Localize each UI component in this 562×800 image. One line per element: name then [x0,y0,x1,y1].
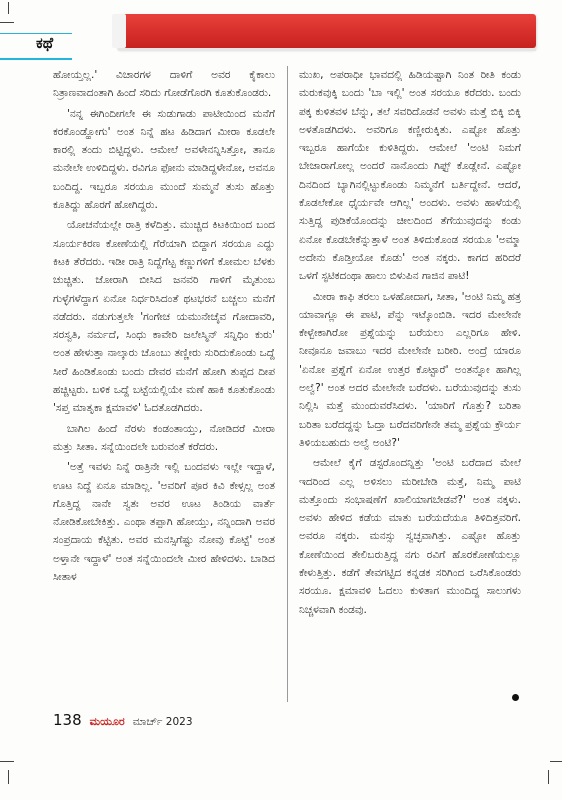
section-label: ಕಥೆ [36,34,54,52]
paragraph: ಬಾಗಿಲ ಹಿಂದೆ ನೆರಳು ಕಂಡಂತಾಯ್ತು, ನೋಡಿದರೆ ಮೀರಾ ಮತ್ತು ಸೀತಾ. ಸನ್ನೆಯಿಂದಲೇ ಬರುವಂತೆ ಕರೆದರು. [53,422,275,453]
crop-mark [548,770,549,784]
magazine-name: ಮಯೂರ [89,715,125,728]
crop-mark [8,770,9,784]
paragraph: ಮುಖ, ಅಪರಾಧೀ ಭಾವದಲ್ಲಿ ಹಿಡಿಯಷ್ಟಾಗಿ ನಿಂತ ರೀತಿ ಕಂಡು ಮರುಕವುಕ್ಕಿ ಬಂದು 'ಬಾ ಇಲ್ಲಿ' ಅಂತ ಸರಯೂ ಕರೆದರು. ಬಂದು ಪಕ್ಕ ಕುಳಿತವಳ ಬೆನ್ನು, ತಲೆ ಸವರಿದೊಡನೆ ಅವಳು ಮತ್ತೆ ಬಿಕ್ಕಿ ಬಿಕ್ಕಿ ಅಳತೊಡಗಿದಳು. ಅವರಿಗೂ ಕಣ್ಣೀರುಕ್ಕಿತು. ಎಷ್ಟೋ ಹೊತ್ತು ಇಬ್ಬರೂ ಹಾಗೆಯೇ ಕುಳಿತಿದ್ದರು. ಆಮೇಲೆ 'ಅಂಟಿ ನಿಮಗೆ ಬೇಜಾರಾಗೋಲ್ಲ ಅಂದರೆ ನಾನೊಂದು ಗಿಫ್ಟ್ ಕೊಡ್ಲೇನೆ. ಎಷ್ಟೋ ದಿನದಿಂದ ಬ್ಯಾಗಿನಲ್ಲಿಟ್ಟುಕೊಂಡು ನಿಮ್ಮನೆಗೆ ಬರ್ತಿದ್ದೇನೆ. ಆದರೆ, ಕೊಡಲೇಕೋ ಧೈರ್ಯವೇ ಆಗಿಲ್ಲ' ಅಂದಳು. ಅವಳು ಹಾಳೆಯಲ್ಲಿ ಸುತ್ತಿದ್ದ ಪುಡಿಕೆಯೊಂದನ್ನು ಚೀಲದಿಂದ ತೆಗೆಯುವುದನ್ನು ಕಂಡು ಏನೋ ಕೊಡಬೇಕೆನ್ನುತ್ತಾಳೆ ಅಂತ ತಿಳಿದುಕೊಂಡ ಸರಯೂ 'ಅಮ್ಮಾ ಅದೇನು ಕೊಡ್ತೀಯೋ ಕೊಡು' ಅಂತ ನಕ್ಕರು. ಕಾಗದ ಹರಿದರೆ ಒಳಗೆ ಸ್ಫಟಿಕದಂಥಾ ಹಾಲು ಬಿಳುಪಿನ ಗಾಜಿನ ಪಾಟಿ! [299,69,521,283]
crop-mark [0,22,14,23]
crop-mark [8,2,9,14]
header-red-banner [118,14,536,48]
paragraph: 'ನನ್ನ ಈಗಿಂದೀಗಲೇ ಈ ಸುಡುಗಾಡು ಪಾಟೀಯಿಂದ ಮನೆಗೆ ಕರಕೊಂಡ್ಹೋಗು' ಅಂತ ನಿನ್ನೆ ಹಟ ಹಿಡಿದಾಗ ಮೀರಾ ಕೂಡಲೇ ಕಾರಲ್ಲಿ ತಂದು ಬಿಟ್ಟಿದ್ದಳು. ಆಮೇಲೆ ಅವಳೇನನ್ನಿಸಿತ್ತೋ, ತಾನೂ ಮನೇಲೇ ಉಳಿದಿದ್ದಳು. ರವಿಗೂ ಫೋನು ಮಾಡಿದ್ದಳೇನೋ, ಅವನೂ ಬಂದಿದ್ದ. ಇಬ್ಬರೂ ಸರಯೂ ಮುಂದೆ ಸುಮ್ಮನೆ ತುಸು ಹೊತ್ತು ಕೂತಿದ್ದು ಹೊರಗೆ ಹೋಗಿದ್ದರು. [53,107,275,212]
page-footer [53,711,193,731]
header-accent-rule [0,58,72,60]
issue-date: ಮಾರ್ಚ್ 2023 [132,716,193,728]
paragraph: ಹೋಯ್ತಲ್ಲ.' ವಿಚಾರಗಳ ದಾಳಿಗೆ ಅವರ ಕೈಕಾಲು ನಿತ್ರಾಣವಾದಂತಾಗಿ ಹಿಂದೆ ಸರಿದು ಗೋಡೆಗೊರಗಿ ಕೂತುಕೊಂಡರು. [53,69,275,100]
paragraph: ಮೀರಾ ಕಾಫಿ ತರಲು ಒಳಹೋದಾಗ, ಸೀತಾ, 'ಅಂಟಿ ನಿಮ್ಮ ಹತ್ರ ಯಾವಾಗ್ಲೂ ಈ ಪಾಟಿ, ಪೆನ್ನು ಇಟ್ಕೊಂಬಿಡಿ. ಇದರ ಮೇಲೇನೇ ಕೇಳ್ಬೇಕಾಗಿರೋ ಪ್ರಶ್ನೆಯನ್ನು ಬರೆಯಲು ಎಲ್ಲರಿಗೂ ಹೇಳಿ. ನೀವೂನೂ ಜವಾಬು ಇದರ ಮೇಲೇನೇ ಬರೀರಿ. ಅಂದ್ರೆ ಯಾರೂ 'ಏನೋ ಪ್ರಶ್ನೆಗೆ ಏನೋ ಉತ್ತರ ಕೊಟ್ಟಾರೆ' ಅಂತನ್ನೋ ಹಾಗಿಲ್ಲ ಅಲ್ವೆ?' ಅಂತ ಅದರ ಮೇಲೇನೇ ಬರೆದಳು. ಬರೆಯುವುದನ್ನು ತುಸು ನಿಲ್ಲಿಸಿ ಮತ್ತೆ ಮುಂದುವರೆಸಿದಳು. 'ಯಾರಿಗೆ ಗೊತ್ತು? ಬರಿತಾ ಬರಿತಾ ಬರೆದದ್ದನ್ನು ಓದ್ತಾ ಬರೆದವರಿಗೇನೇ ತಮ್ಮ ಪ್ರಶ್ನೆಯ ಕ್ರೌರ್ಯ ತಿಳಿಯಬಹುದು ಅಲ್ವೆ ಅಂಟಿ?' [299,290,521,449]
paragraph: ಆಮೇಲೆ ಕೈಗೆ ಡಸ್ಟರೊಂದನ್ನಿತ್ತು 'ಅಂಟಿ ಬರೆದಾದ ಮೇಲೆ ಇದರಿಂದ ಎಲ್ಲ ಅಳಿಸಲು ಮರೀಬೇಡಿ ಮತ್ತೆ, ನಿಮ್ಮ ಪಾಟಿ ಮತ್ತೊಂದು ಸಂಭಾಷಣೆಗೆ ಖಾಲಿಯಾಗಬೇಡವೆ?' ಅಂತ ನಕ್ಕಳು. ಅವಳು ಹೇಳಿದ ಕಡೆಯ ಮಾತು ಬರೆಯದೆಯೂ ತಿಳಿದಿತ್ತವರಿಗೆ. ಅವರೂ ನಕ್ಕರು. ಮನಸ್ಸು ಸ್ವಚ್ಛವಾಗಿತ್ತು. ಎಷ್ಟೋ ಹೊತ್ತು ಕೋಣೆಯಿಂದ ತೇಲಿಬರುತ್ತಿದ್ದ ನಗು ರವಿಗೆ ಹೊರಕೋಣೆಯಲ್ಲೂ ಕೇಳುತ್ತಿತ್ತು. ಕಡೆಗೆ ತೇವಗಟ್ಟಿದ ಕನ್ನಡಕ ಸರಿಗಿಂದ ಒರೆಸಿಕೊಂಡರು ಸರಯೂ. ಕ್ಷಮಾವಳಿ ಓದಲು ಕುಳಿತಾಗ ಮುಂದಿದ್ದ ಸಾಲುಗಳು ನಿಚ್ಚಳವಾಗಿ ಕಂಡವು. [299,457,521,616]
paragraph: 'ಅತ್ತೆ ಇವಳು ನಿನ್ನೆ ರಾತ್ರಿನೇ ಇಲ್ಲಿ ಬಂದವಳು ಇಲ್ಲೇ ಇದ್ದಾಳೆ, ಊಟ ನಿದ್ದೆ ಏನೂ ಮಾಡಿಲ್ಲ. 'ಅವರಿಗೆ ಪೂರ ಕಿವಿ ಕೇಳ್ಸಲ್ಲ ಅಂತ ಗೊತ್ತಿದ್ದ ನಾನೇ ಸ್ವತಃ ಅವರ ಊಟ ತಿಂಡಿಯ ವಾರ್ತೆ ನೋಡಿಕೋಬೇಕಿತ್ತು. ಎಂಥಾ ತಪ್ಪಾಗಿ ಹೋಯ್ತು, ನನ್ನಿಂದಾಗಿ ಅವರ ಸಂಪ್ರದಾಯ ಕೆಟ್ಟಿತು. ಅವರ ಮನಸ್ಸಿಗೆಷ್ಟು ನೋವು ಕೊಟ್ಟೆ' ಅಂತ ಅಳ್ತಾನೇ ಇದ್ದಾಳೆ' ಅಂತ ಸನ್ನೆಯಿಂದಲೇ ಮೀರ ಹೇಳಿದಳು. ಬಾಡಿದ ಸೀತಾಳ [53,461,275,584]
story-end-mark [512,694,519,701]
article-column-left [53,66,275,588]
crop-mark [550,761,562,762]
crop-mark [0,761,14,762]
page-number: 138 [53,711,82,729]
paragraph: ಯೋಚನೆಯಲ್ಲೇ ರಾತ್ರಿ ಕಳೆದಿತ್ತು. ಮುಚ್ಚಿದ ಕಿಟಕಿಯಿಂದ ಬಂದ ಸೂರ್ಯಕಿರಣ ಕೋಣೆಯಲ್ಲಿ ಗೆರೆಯಾಗಿ ಬಿದ್ದಾಗ ಸರಯೂ ಎದ್ದು ಕಿಟಕಿ ತೆರೆದರು. ಇಡೀ ರಾತ್ರಿ ನಿದ್ದೆಗೆಟ್ಟ ಕಣ್ಣುಗಳಿಗೆ ಕೋಮಲ ಬೆಳಕು ಚುಚ್ಚಿತು. ಜೋರಾಗಿ ಬೀಸಿದ ಜನವರಿ ಗಾಳಿಗೆ ಮೈತುಂಬ ಗುಳ್ಳೆಗಳೆದ್ದಾಗ ಏನೋ ನಿರ್ಧರಿಸಿದಂತೆ ಥಟಭರನೆ ಬಚ್ಚಲು ಮನೆಗೆ ನಡೆದರು. ನಡುಗುತ್ತಲೇ 'ಗಂಗೇಚ ಯಮುನೇಚೈವ ಗೋದಾವರಿ, ಸರಸ್ವತಿ, ನರ್ಮದೆ, ಸಿಂಧು ಕಾವೇರಿ ಜಲೇಸ್ಮಿನ್ ಸನ್ನಿಧಿಂ ಕುರು' ಅಂತ ಹೇಳುತ್ತಾ ನಾಲ್ಕಾರು ಚೊಂಬು ತಣ್ಣೀರು ಸುರಿದುಕೊಂಡು ಒದ್ದೆ ಸೀರೆ ಹಿಂಡಿಕೊಂಡು ಬಂದು ದೇವರ ಮನೆಗೆ ಹೋಗಿ ತುಪ್ಪದ ದೀಪ ಹಚ್ಚಿಟ್ಟರು. ಬಳಿಕ ಒದ್ದೆ ಬಟ್ಟೆಯಲ್ಲಿಯೇ ಮಣೆ ಹಾಕಿ ಕೂತುಕೊಂಡು 'ಸಪ್ತ ಮಾತೃಕಾ ಕ್ಷಮಾವಳಿ' ಓದತೊಡಗಿದರು. [53,219,275,415]
header-banner-shadow [118,48,536,51]
article-column-right [299,66,521,621]
column-divider [287,66,288,702]
